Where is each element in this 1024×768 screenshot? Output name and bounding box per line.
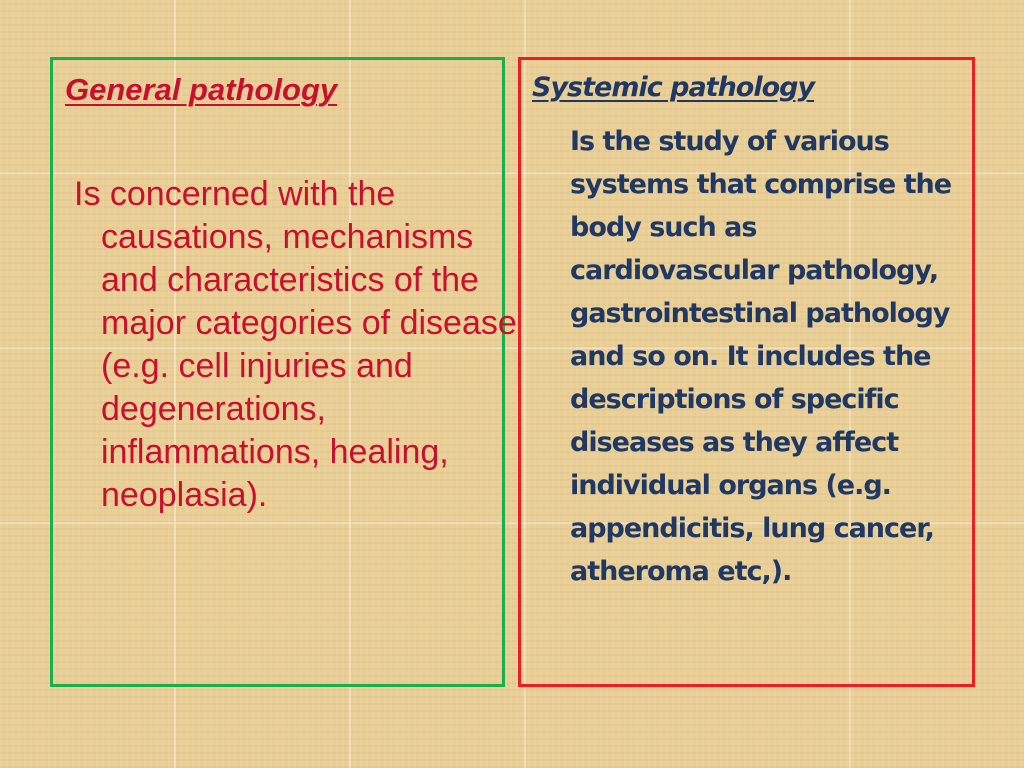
systemic-pathology-description: Is the study of various systems that comprise the body such as cardiovascular pathology, gastrointestinal pathology and so on. It includes the descriptions of specific diseases as they affect individual organs (e.g. appendicitis, lung cancer, atheroma etc,). bbox=[570, 126, 952, 587]
general-pathology-heading: General pathology bbox=[65, 72, 338, 107]
general-pathology-description: Is concerned with the causations, mechanisms and characteristics of the major categories of disease (e.g. cell injuries and degenerations, inflammations, healing, neoplasia). bbox=[74, 175, 517, 514]
systemic-pathology-panel bbox=[518, 57, 975, 687]
general-pathology-panel bbox=[50, 57, 517, 687]
systemic-pathology-heading: Systemic pathology bbox=[532, 72, 815, 103]
